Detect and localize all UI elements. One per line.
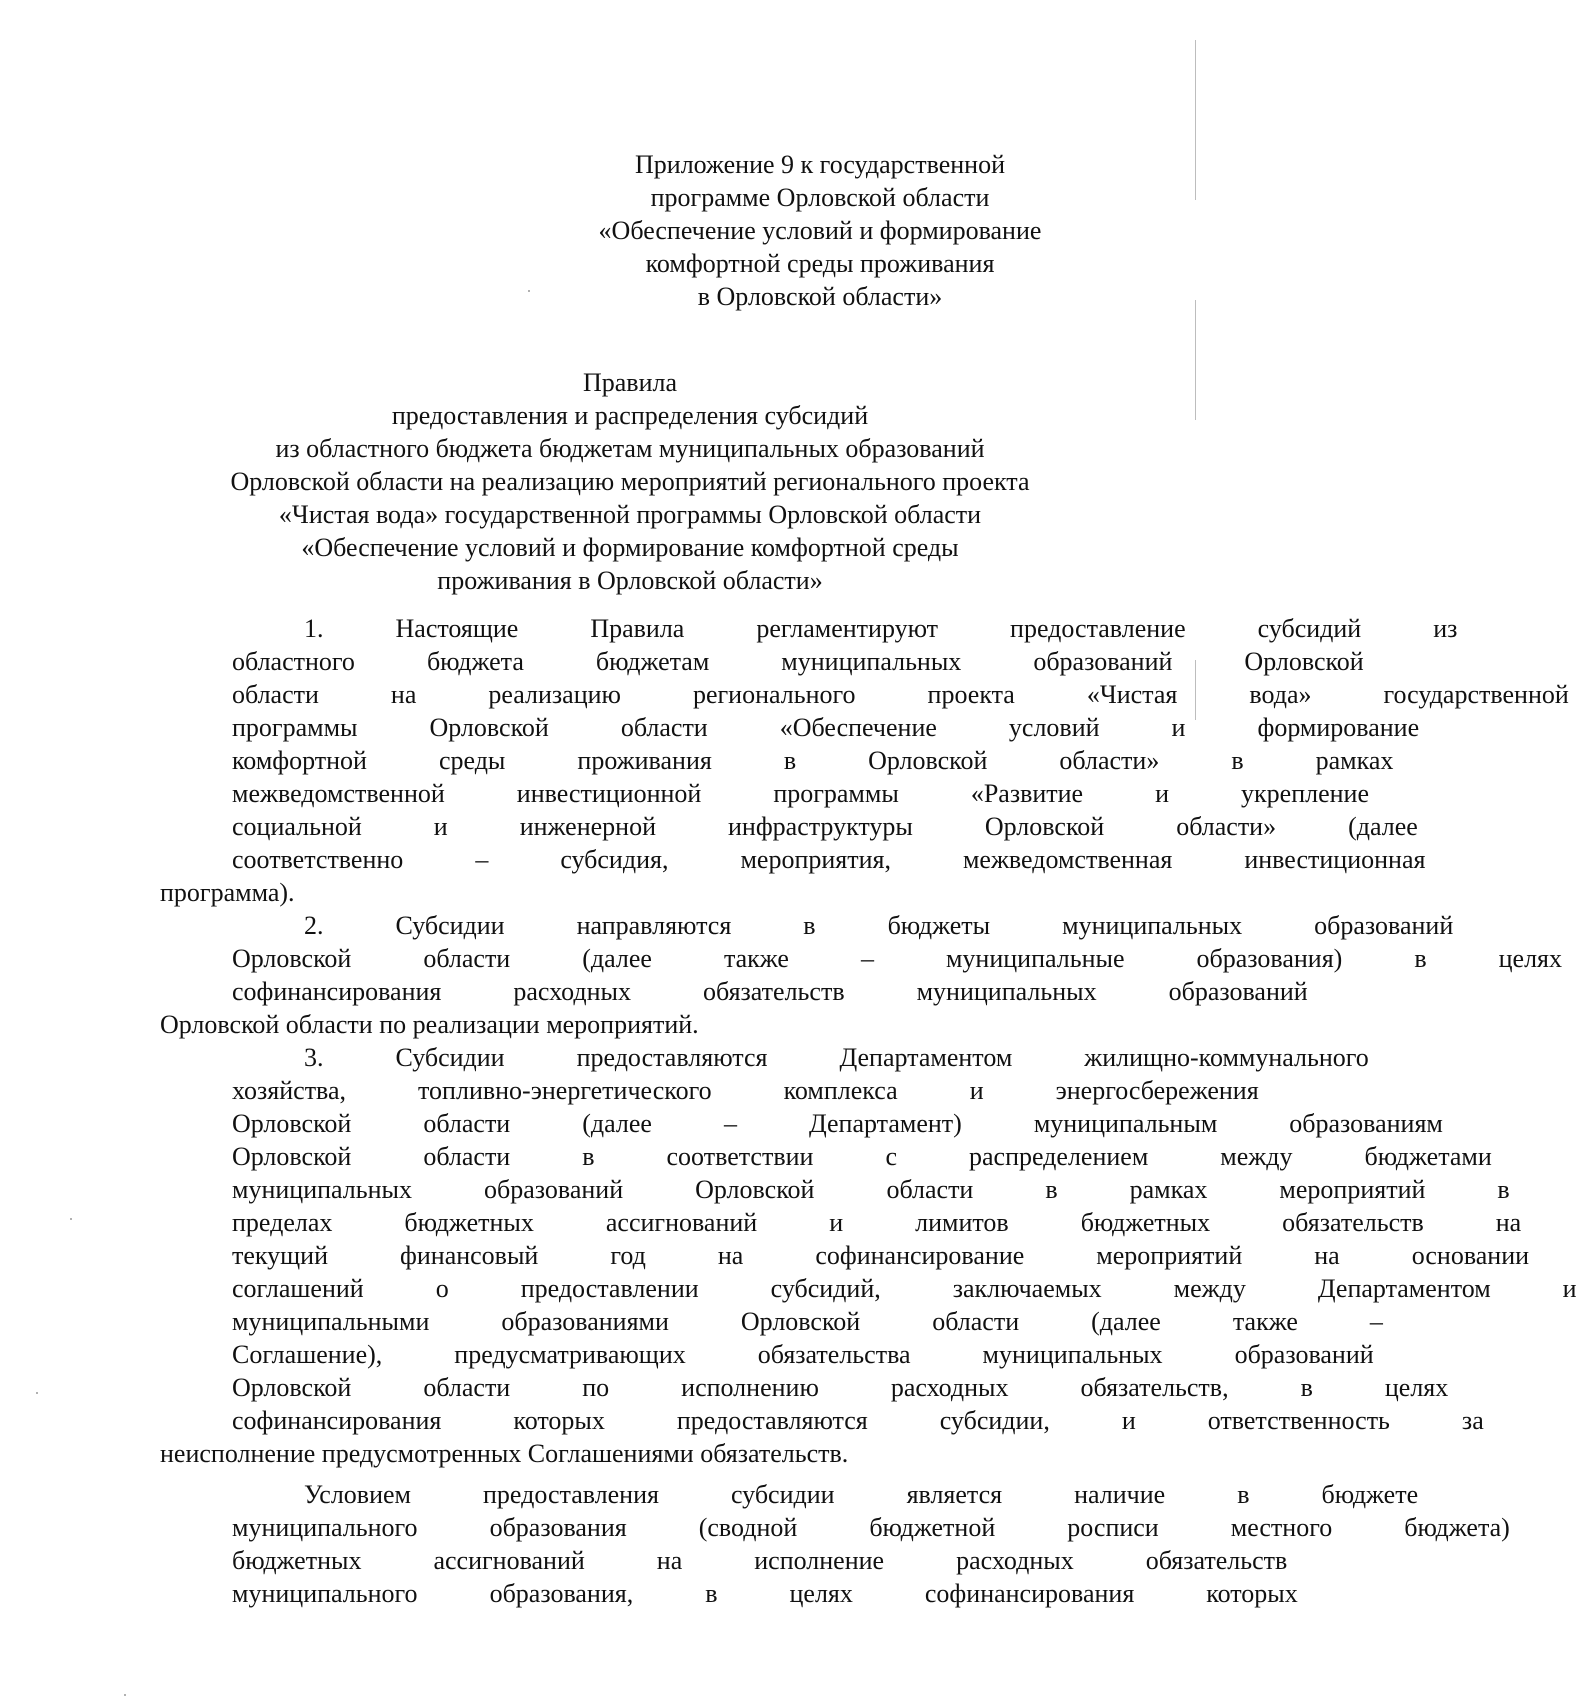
word: росписи: [1067, 1513, 1159, 1542]
word: инфраструктуры: [728, 812, 913, 841]
word: и: [1155, 779, 1170, 808]
word: в: [783, 746, 797, 775]
paragraph-2: [160, 909, 1562, 1041]
word: также: [723, 944, 789, 973]
paragraph-4: [160, 1478, 1510, 1610]
word: межведомственной: [232, 779, 445, 808]
word: рамках: [1129, 1175, 1208, 1204]
word: (далее: [1348, 812, 1418, 841]
word: области: [232, 680, 319, 709]
word: пределах: [232, 1208, 333, 1237]
word: которых: [513, 1406, 605, 1435]
body-line: [160, 1404, 1484, 1437]
body-line: [160, 1041, 1369, 1074]
word: энергосбережения: [1055, 1076, 1259, 1105]
word: целях: [1498, 944, 1562, 973]
word: программы: [773, 779, 899, 808]
word: мероприятий: [1279, 1175, 1426, 1204]
word: распределением: [968, 1142, 1149, 1171]
word: в: [1300, 1373, 1313, 1402]
word: (далее: [582, 1109, 652, 1138]
word: в: [1414, 944, 1427, 973]
word: Орловской: [984, 812, 1105, 841]
word: муниципальных: [781, 647, 962, 676]
word: на: [1495, 1208, 1522, 1237]
word: обязательства: [757, 1340, 911, 1369]
word: софинансирования: [924, 1579, 1135, 1608]
word: Орловской: [232, 1142, 352, 1171]
word: основании: [1411, 1241, 1530, 1270]
word: формирование: [1257, 713, 1420, 742]
body-line: [160, 1371, 1449, 1404]
word: условий: [1008, 713, 1100, 742]
word: области»: [1176, 812, 1277, 841]
word: социальной: [232, 812, 362, 841]
body-line: Орловской области по реализации мероприятий.: [160, 1010, 699, 1039]
appendix-line: в Орловской области»: [697, 282, 943, 311]
scan-speck: [70, 1218, 72, 1220]
word: мероприятий: [1096, 1241, 1243, 1270]
word: муниципального: [232, 1579, 418, 1608]
word: области: [423, 1142, 511, 1171]
body-line: [160, 1305, 1383, 1338]
word: муниципальными: [232, 1307, 430, 1336]
word: и: [1562, 1274, 1577, 1303]
word: на: [656, 1546, 683, 1575]
word: среды: [438, 746, 506, 775]
body-line: [160, 1511, 1510, 1544]
body-line: [160, 1577, 1298, 1610]
word: мероприятия,: [740, 845, 891, 874]
word: Соглашение),: [232, 1340, 383, 1369]
word: обязательств,: [1080, 1373, 1229, 1402]
word: (далее: [582, 944, 652, 973]
word: муниципального: [232, 1513, 418, 1542]
word: софинансирования: [232, 1406, 442, 1435]
word: год: [610, 1241, 646, 1270]
word: образований: [1314, 911, 1454, 940]
word: 3.: [304, 1043, 324, 1072]
word: Департаментом: [839, 1043, 1013, 1072]
word: области: [620, 713, 708, 742]
word: субсидий: [1257, 614, 1362, 643]
word: софинансирование: [815, 1241, 1025, 1270]
word: бюджетам: [595, 647, 710, 676]
word: субсидии,: [939, 1406, 1050, 1435]
scan-edge-line: [1195, 300, 1196, 420]
word: образований: [484, 1175, 624, 1204]
word: предоставляются: [676, 1406, 868, 1435]
word: между: [1173, 1274, 1246, 1303]
title-line: Орловской области на реализацию мероприятий регионального проекта: [230, 467, 1030, 496]
word: на: [717, 1241, 744, 1270]
word: лимитов: [915, 1208, 1009, 1237]
word: за: [1461, 1406, 1484, 1435]
word: целях: [1384, 1373, 1449, 1402]
body-line: [160, 909, 1454, 942]
word: проекта: [927, 680, 1015, 709]
word: жилищно-коммунального: [1084, 1043, 1369, 1072]
word: регламентируют: [756, 614, 939, 643]
appendix-line: программе Орловской области: [650, 183, 990, 212]
word: предусматривающих: [454, 1340, 686, 1369]
word: бюджетных: [232, 1546, 362, 1575]
word: в: [1497, 1175, 1510, 1204]
word: (далее: [1091, 1307, 1161, 1336]
word: образований: [1033, 647, 1173, 676]
word: Орловской: [232, 944, 352, 973]
word: в: [1045, 1175, 1058, 1204]
word: Орловской: [1244, 647, 1364, 676]
scan-speck: [36, 1392, 38, 1394]
word: которых: [1206, 1579, 1298, 1608]
word: субсидии: [730, 1480, 835, 1509]
word: и: [829, 1208, 844, 1237]
word: образованиями: [501, 1307, 669, 1336]
word: рамках: [1315, 746, 1394, 775]
body-line: [160, 975, 1308, 1008]
word: образований: [1234, 1340, 1374, 1369]
word: образования): [1196, 944, 1343, 973]
title-heading: Правила: [582, 368, 678, 397]
word: муниципальным: [1033, 1109, 1218, 1138]
word: местного: [1230, 1513, 1333, 1542]
scan-edge-line: [1195, 660, 1196, 720]
body-line: [160, 810, 1418, 843]
word: исполнение: [754, 1546, 885, 1575]
word: хозяйства,: [232, 1076, 347, 1105]
body-line: [160, 744, 1394, 777]
title-line: «Чистая вода» государственной программы Орловской области: [278, 500, 982, 529]
word: инвестиционная: [1244, 845, 1426, 874]
word: и: [969, 1076, 984, 1105]
word: образований: [1168, 977, 1308, 1006]
word: финансовый: [400, 1241, 539, 1270]
word: «Чистая: [1086, 680, 1178, 709]
word: расходных: [956, 1546, 1074, 1575]
word: также: [1232, 1307, 1298, 1336]
word: предоставления: [482, 1480, 659, 1509]
title-line: из областного бюджета бюджетам муниципальных образований: [275, 434, 985, 463]
scan-edge-line: [1195, 40, 1196, 200]
word: бюджеты: [887, 911, 991, 940]
word: Орловской: [740, 1307, 861, 1336]
word: субсидия,: [560, 845, 669, 874]
word: бюджетной: [869, 1513, 996, 1542]
title-line: «Обеспечение условий и формирование комфортной среды: [301, 533, 959, 562]
body-line: [160, 777, 1369, 810]
document-title: [150, 366, 1110, 597]
word: предоставлении: [520, 1274, 699, 1303]
appendix-header: [560, 148, 1080, 313]
word: Субсидии: [395, 911, 505, 940]
word: в: [1231, 746, 1244, 775]
word: обязательств: [1145, 1546, 1288, 1575]
word: бюджетных: [404, 1208, 534, 1237]
word: бюджетных: [1080, 1208, 1211, 1237]
word: предоставляются: [576, 1043, 768, 1072]
word: области: [423, 1109, 511, 1138]
body-line: [160, 1074, 1259, 1107]
word: 1.: [304, 614, 324, 643]
word: из: [1433, 614, 1458, 643]
word: направляются: [576, 911, 732, 940]
word: «Обеспечение: [779, 713, 937, 742]
word: образования: [489, 1513, 627, 1542]
word: Субсидии: [395, 1043, 505, 1072]
word: ответственность: [1207, 1406, 1390, 1435]
title-line: проживания в Орловской области»: [437, 566, 823, 595]
word: муниципальных: [232, 1175, 413, 1204]
word: муниципальных: [982, 1340, 1163, 1369]
word: заключаемых: [952, 1274, 1102, 1303]
word: в: [582, 1142, 595, 1171]
body-line: [160, 1544, 1288, 1577]
word: на: [1314, 1241, 1340, 1270]
word: бюджетами: [1364, 1142, 1492, 1171]
word: укрепление: [1241, 779, 1369, 808]
body-line: неисполнение предусмотренных Соглашениями обязательств.: [160, 1439, 849, 1468]
word: соответственно: [232, 845, 404, 874]
word: –: [475, 845, 489, 874]
word: муниципальных: [1062, 911, 1243, 940]
word: и: [1171, 713, 1186, 742]
word: Правила: [590, 614, 685, 643]
word: топливно-энергетического: [418, 1076, 712, 1105]
paragraph-gap: [160, 1470, 1090, 1478]
word: регионального: [692, 680, 856, 709]
word: расходных: [890, 1373, 1009, 1402]
word: инженерной: [519, 812, 656, 841]
word: в: [1237, 1480, 1250, 1509]
word: реализацию: [488, 680, 621, 709]
paragraph-1: [160, 612, 1569, 909]
word: субсидий,: [770, 1274, 881, 1303]
word: Орловской: [232, 1109, 352, 1138]
word: Департамент): [808, 1109, 962, 1138]
word: комфортной: [232, 746, 367, 775]
word: (сводной: [698, 1513, 798, 1542]
word: между: [1220, 1142, 1293, 1171]
appendix-line: «Обеспечение условий и формирование: [598, 216, 1042, 245]
word: инвестиционной: [516, 779, 702, 808]
word: –: [1369, 1307, 1383, 1336]
body-line: [160, 1107, 1443, 1140]
word: области: [886, 1175, 974, 1204]
word: обязательств: [703, 977, 845, 1006]
word: Орловской: [232, 1373, 352, 1402]
body-line: [160, 1173, 1510, 1206]
body-line: [160, 612, 1458, 645]
body-line: [160, 711, 1420, 744]
word: является: [906, 1480, 1003, 1509]
word: предоставление: [1010, 614, 1186, 643]
word: образованиям: [1289, 1109, 1443, 1138]
appendix-line: Приложение 9 к государственной: [635, 150, 1005, 179]
body-line: [160, 1338, 1374, 1371]
word: в: [705, 1579, 718, 1608]
scan-speck: [124, 1694, 126, 1696]
word: Условием: [304, 1480, 411, 1509]
word: исполнению: [681, 1373, 819, 1402]
word: Департаментом: [1317, 1274, 1491, 1303]
word: соответствии: [666, 1142, 814, 1171]
word: и: [433, 812, 448, 841]
word: области»: [1059, 746, 1160, 775]
body-line: [160, 1140, 1492, 1173]
word: Орловской: [868, 746, 988, 775]
word: государственной: [1383, 680, 1569, 709]
word: ассигнований: [605, 1208, 758, 1237]
word: целях: [789, 1579, 853, 1608]
word: –: [860, 944, 874, 973]
word: бюджете: [1321, 1480, 1419, 1509]
word: софинансирования: [232, 977, 442, 1006]
title-line: предоставления и распределения субсидий: [391, 401, 869, 430]
word: Орловской: [695, 1175, 815, 1204]
word: на: [390, 680, 417, 709]
word: области: [423, 1373, 511, 1402]
word: наличие: [1074, 1480, 1166, 1509]
body-line: [160, 1272, 1577, 1305]
paragraph-3: [160, 1041, 1577, 1470]
word: и: [1121, 1406, 1136, 1435]
scan-speck: [528, 290, 530, 292]
body-line: [160, 942, 1562, 975]
word: области: [423, 944, 511, 973]
word: вода»: [1249, 680, 1312, 709]
word: ассигнований: [433, 1546, 585, 1575]
word: муниципальные: [945, 944, 1125, 973]
word: муниципальных: [916, 977, 1097, 1006]
word: 2.: [304, 911, 324, 940]
word: межведомственная: [962, 845, 1173, 874]
word: комплекса: [783, 1076, 898, 1105]
document-body: [160, 612, 1577, 1610]
word: о: [435, 1274, 449, 1303]
word: областного: [232, 647, 355, 676]
word: образования,: [489, 1579, 634, 1608]
word: в: [803, 911, 816, 940]
body-line: [160, 645, 1364, 678]
body-line: [160, 1239, 1530, 1272]
word: программы: [232, 713, 358, 742]
word: текущий: [232, 1241, 329, 1270]
body-line: [160, 843, 1426, 876]
word: с: [885, 1142, 897, 1171]
word: бюджета): [1404, 1513, 1510, 1542]
body-line: [160, 1478, 1419, 1511]
body-line: [160, 678, 1569, 711]
word: –: [723, 1109, 737, 1138]
word: Орловской: [429, 713, 549, 742]
word: соглашений: [232, 1274, 364, 1303]
appendix-line: комфортной среды проживания: [645, 249, 995, 278]
word: бюджета: [426, 647, 524, 676]
word: «Развитие: [970, 779, 1084, 808]
word: области: [932, 1307, 1020, 1336]
word: по: [582, 1373, 610, 1402]
body-line: программа).: [160, 878, 295, 907]
word: расходных: [513, 977, 631, 1006]
word: обязательств: [1282, 1208, 1424, 1237]
word: проживания: [577, 746, 712, 775]
word: Настоящие: [395, 614, 519, 643]
body-line: [160, 1206, 1522, 1239]
